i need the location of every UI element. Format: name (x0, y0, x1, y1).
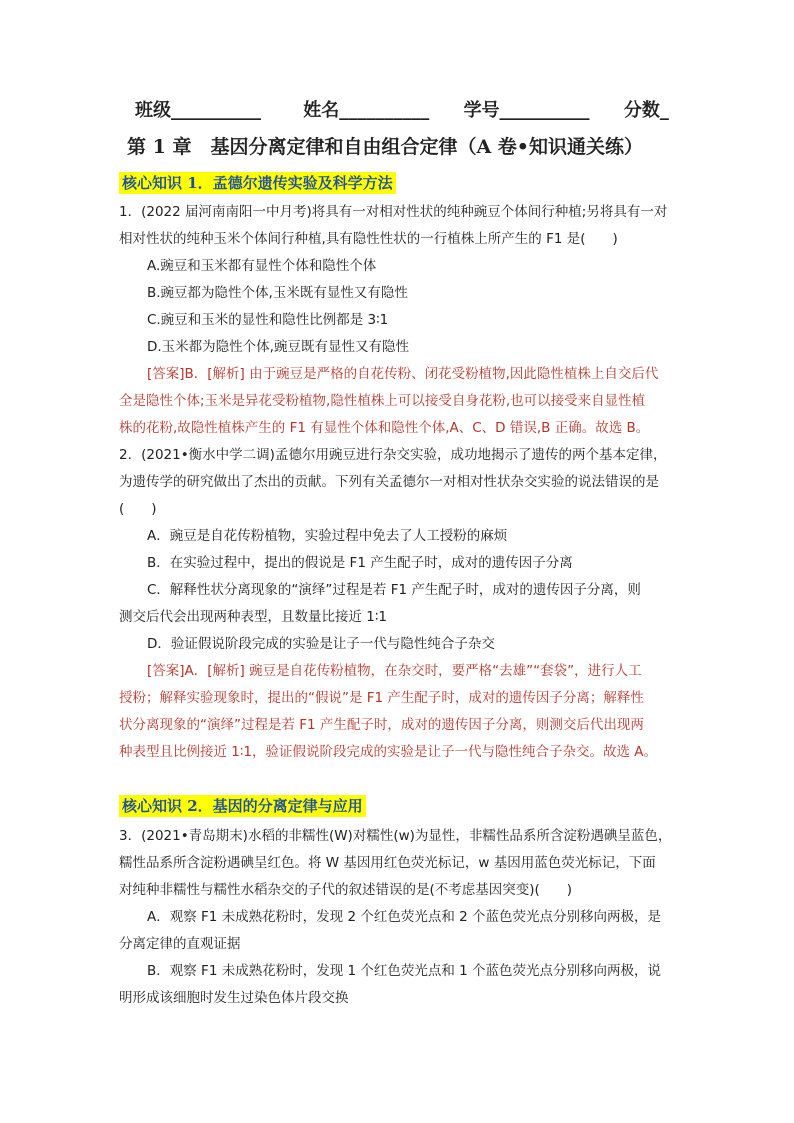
question-1-option-c: C.豌豆和玉米的显性和隐性比例都是 3∶1 (147, 312, 389, 328)
question-1-answer-line-2: 全是隐性个体;玉米是异花受粉植物,隐性植株上可以接受自身花粉,也可以接受来自显性植 (119, 393, 646, 409)
question-3-option-a-continued: 分离定律的直观证据 (119, 936, 241, 952)
chapter-title: 第 1 章 基因分离定律和自由组合定律（A 卷•知识通关练） (127, 136, 643, 158)
question-1-answer-line-3: 株的花粉,故隐性植株产生的 F1 有显性个体和隐性个体,A、C、D 错误,B 正确。故选 B。 (119, 420, 650, 436)
question-3-line-1: 3．(2021•青岛期末)水稻的非糯性(W)对糯性(w)为显性，非糯性品系所含淀粉遇碘呈蓝色， (119, 828, 672, 844)
question-2-answer-line-2: 授粉；解释实验现象时，提出的“假说”是 F1 产生配子时，成对的遗传因子分离；解释性 (119, 690, 644, 706)
section-heading-2: 核心知识 2．基因的分离定律与应用 (119, 795, 366, 817)
question-2-option-d: D．验证假说阶段完成的实验是让子一代与隐性纯合子杂交 (147, 636, 495, 652)
question-2-option-b: B．在实验过程中，提出的假说是 F1 产生配子时，成对的遗传因子分离 (147, 555, 573, 571)
class-field[interactable]: 班级__________ (135, 100, 261, 121)
question-1-option-d: D.玉米都为隐性个体,豌豆既有显性又有隐性 (147, 339, 409, 355)
question-3-line-2: 糯性品系所含淀粉遇碘呈红色。将 W 基因用红色荧光标记，w 基因用蓝色荧光标记，下面 (119, 855, 656, 871)
question-3-option-a: A．观察 F1 未成熟花粉时，发现 2 个红色荧光点和 2 个蓝色荧光点分别移向两极，是 (147, 909, 662, 925)
question-2-option-a: A．豌豆是自花传粉植物，实验过程中免去了人工授粉的麻烦 (147, 528, 508, 544)
question-2-answer-line-4: 种表型且比例接近 1∶1，验证假说阶段完成的实验是让子一代与隐性纯合子杂交。故选 A。 (119, 744, 658, 760)
score-field[interactable]: 分数_ (623, 100, 669, 121)
question-3-option-b-continued: 明形成该细胞时发生过染色体片段交换 (119, 990, 349, 1006)
section-heading-1: 核心知识 1．孟德尔遗传实验及科学方法 (119, 172, 396, 194)
question-2-option-c-continued: 测交后代会出现两种表型，且数量比接近 1∶1 (119, 609, 387, 625)
header-fields (135, 96, 669, 122)
question-3-line-3: 对纯种非糯性与糯性水稻杂交的子代的叙述错误的是(不考虑基因突变)( ) (119, 882, 573, 898)
question-2-line-2: 为遗传学的研究做出了杰出的贡献。下列有关孟德尔一对相对性状杂交实验的说法错误的是 (119, 474, 659, 490)
question-2-answer-line-3: 状分离现象的“演绎”过程是若 F1 产生配子时，成对的遗传因子分离，则测交后代出现两 (119, 717, 644, 733)
question-2-option-c: C．解释性状分离现象的“演绎”过程是若 F1 产生配子时，成对的遗传因子分离，则 (147, 582, 641, 598)
student-id-field[interactable]: 学号__________ (463, 100, 590, 121)
question-3-option-b: B．观察 F1 未成熟花粉时，发现 1 个红色荧光点和 1 个蓝色荧光点分别移向两极，说 (147, 963, 662, 979)
question-2-answer-line-1: [答案]A．[解析] 豌豆是自花传粉植物，在杂交时，要严格“去雄”“套袋”，进行人工 (147, 663, 642, 679)
question-1-line-1: 1．(2022 届河南南阳一中月考)将具有一对相对性状的纯种豌豆个体间行种植;另将具有一对 (119, 204, 668, 220)
question-1-answer-line-1: [答案]B．[解析] 由于豌豆是严格的自花传粉、闭花受粉植物,因此隐性植株上自交后代 (147, 366, 659, 382)
question-1-option-b: B.豌豆都为隐性个体,玉米既有显性又有隐性 (147, 285, 408, 301)
question-1-line-2: 相对性状的纯种玉米个体间行种植,具有隐性性状的一行植株上所产生的 F1 是( ) (119, 231, 618, 247)
question-2-line-3: ( ) (119, 501, 157, 517)
question-2-line-1: 2．(2021•衡水中学二调)孟德尔用豌豆进行杂交实验，成功地揭示了遗传的两个基本定律， (119, 447, 667, 463)
name-field[interactable]: 姓名__________ (303, 100, 430, 121)
question-1-option-a: A.豌豆和玉米都有显性个体和隐性个体 (147, 258, 377, 274)
